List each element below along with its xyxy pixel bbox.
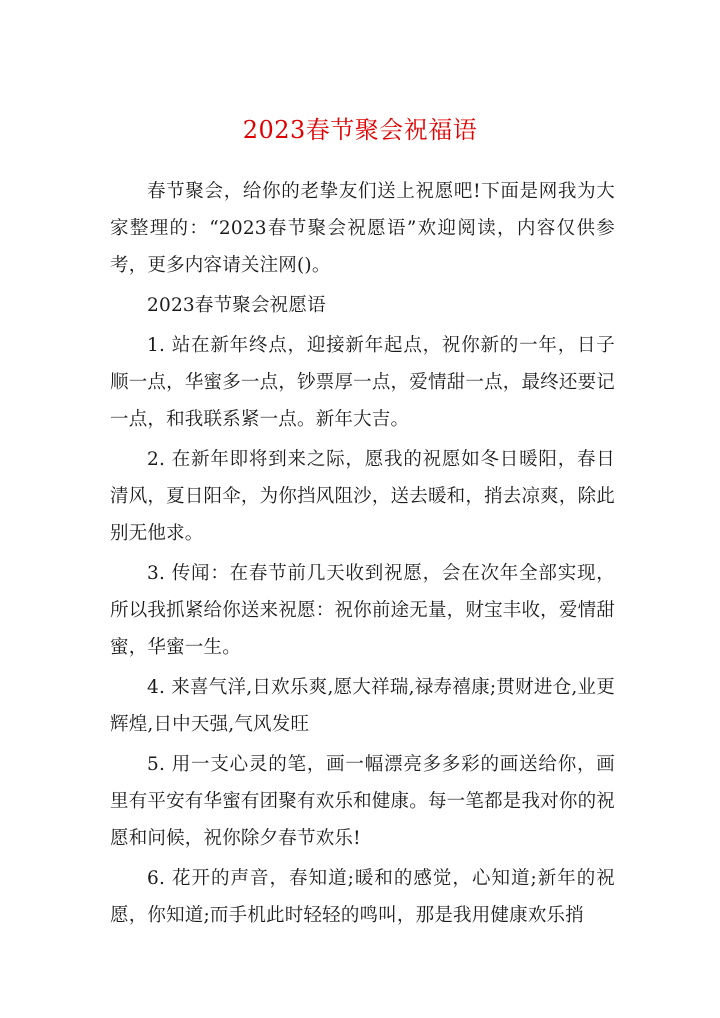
wish-item-5: 5. 用一支心灵的笔，画一幅漂亮多多彩的画送给你，画里有平安有华蜜有团聚有欢乐和健康。每一笔都是我对你的祝愿和问候，祝你除夕春节欢乐! <box>110 754 615 849</box>
wish-item-2: 2. 在新年即将到来之际，愿我的祝愿如冬日暖阳，春日清风，夏日阳伞，为你挡风阻沙，送去暖和，捎去凉爽，除此别无他求。 <box>110 449 615 544</box>
wish-item-4: 4. 来喜气洋,日欢乐爽,愿大祥瑞,禄寿禧康;贯财进仓,业更辉煌,日中天强,气风发旺 <box>110 677 615 735</box>
document-body <box>110 173 615 937</box>
wish-item-6: 6. 花开的声音，春知道;暖和的感觉，心知道;新年的祝愿，你知道;而手机此时轻轻的鸣叫，那是我用健康欢乐捎 <box>110 868 615 926</box>
document-title: 2023春节聚会祝福语 <box>242 116 478 144</box>
wish-item-1: 1. 站在新年终点，迎接新年起点，祝你新的一年，日子顺一点，华蜜多一点，钞票厚一点，爱情甜一点，最终还要记一点，和我联系紧一点。新年大吉。 <box>110 335 615 430</box>
intro-paragraph: 春节聚会，给你的老挚友们送上祝愿吧!下面是网我为大家整理的：“2023春节聚会祝愿语”欢迎阅读，内容仅供参考，更多内容请关注网()。 <box>110 181 615 276</box>
section-heading: 2023春节聚会祝愿语 <box>147 295 326 316</box>
wish-item-3: 3. 传闻：在春节前几天收到祝愿，会在次年全部实现，所以我抓紧给你送来祝愿：祝你前途无量，财宝丰收，爱情甜蜜，华蜜一生。 <box>110 563 615 658</box>
